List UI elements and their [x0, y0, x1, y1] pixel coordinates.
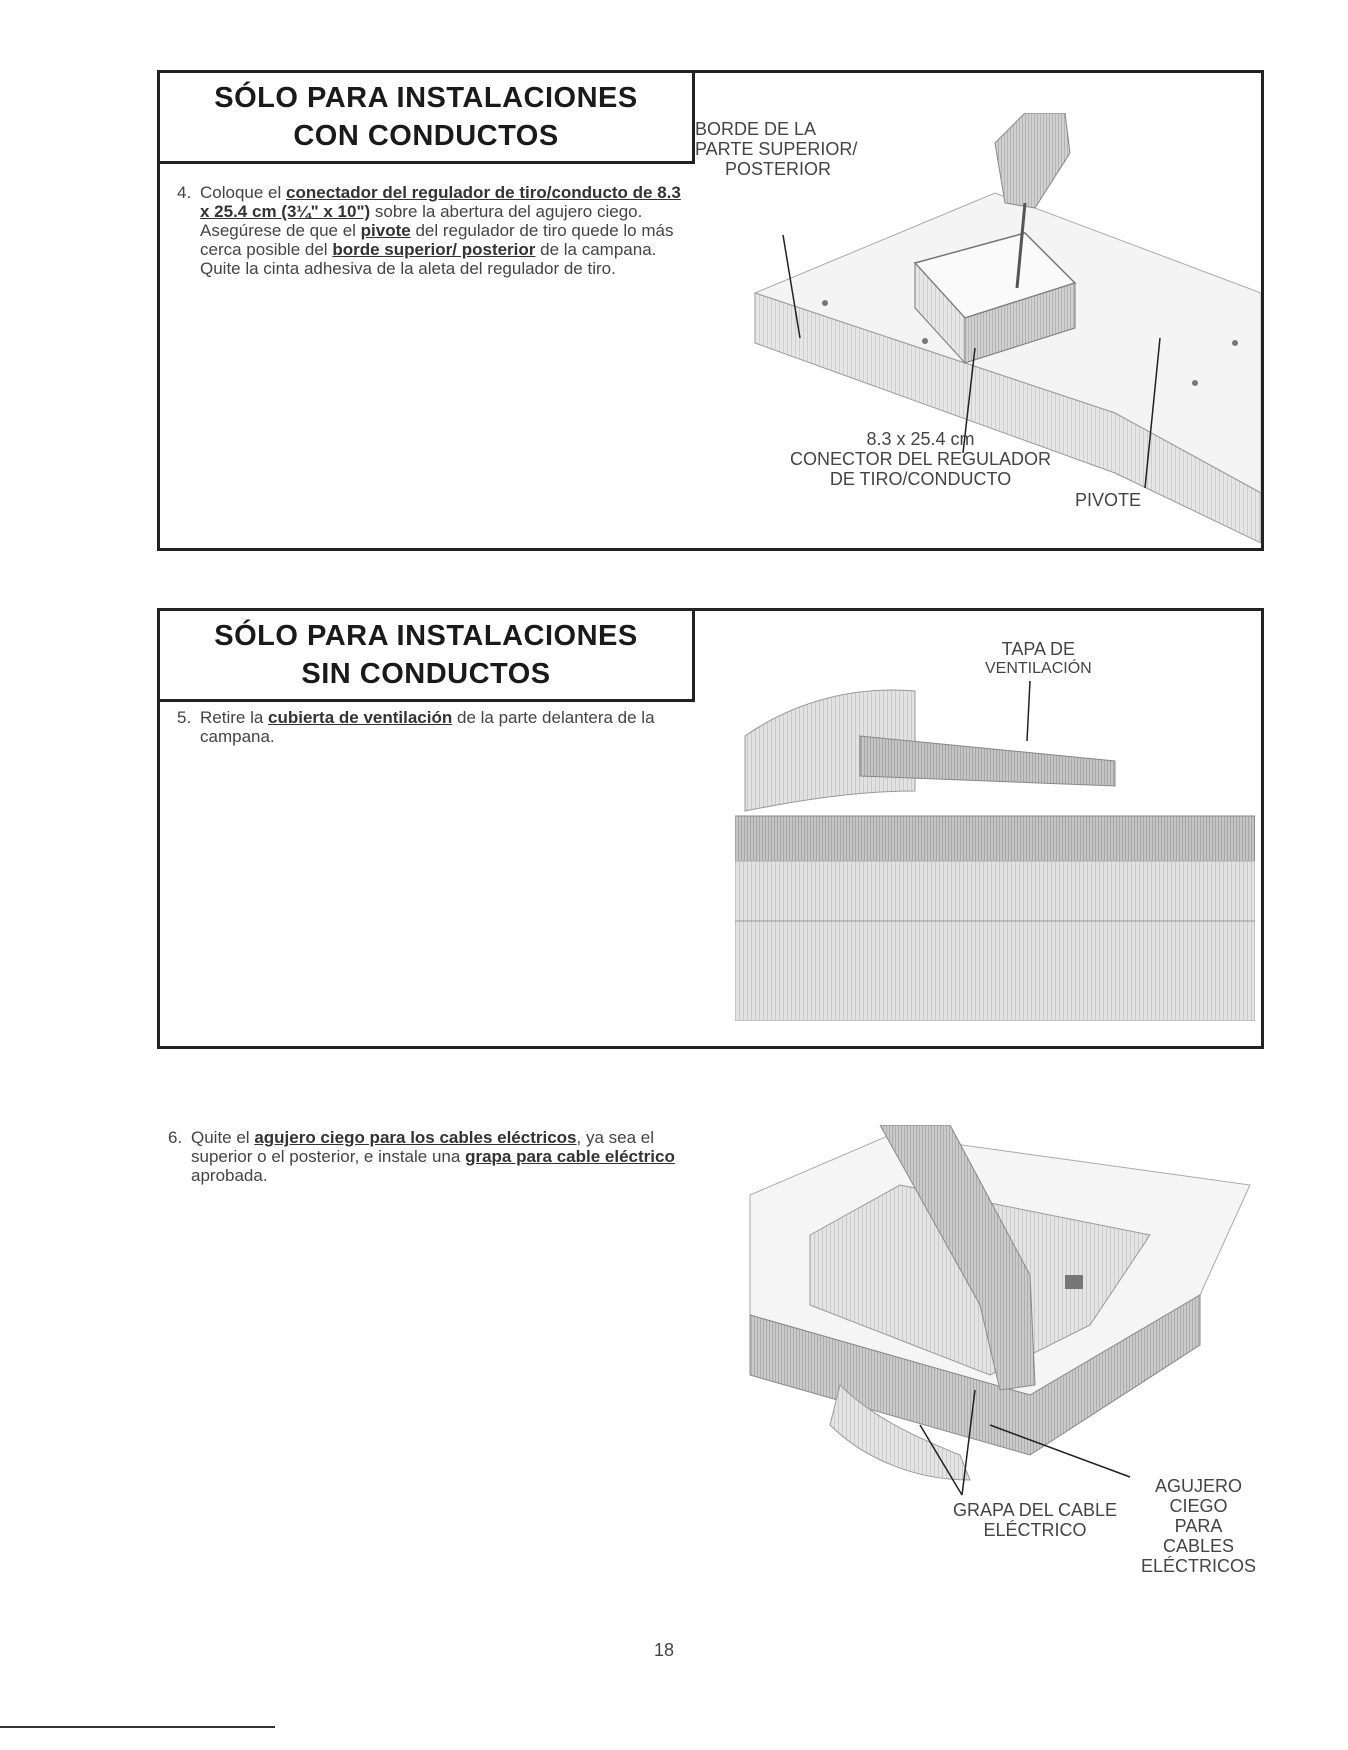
- cable-clamp-term: grapa para cable eléctrico: [465, 1147, 675, 1166]
- step-4-text-part: de la campana. Quite la cinta adhesiva de la aleta del regulador de tiro.: [200, 240, 657, 278]
- step-6-text: [168, 1128, 681, 1185]
- top-rear-edge-term: borde superior/ posterior: [332, 240, 536, 259]
- ductless-install-panel: [157, 608, 1264, 1049]
- top-rear-edge-label-line: POSTERIOR: [725, 159, 832, 179]
- ducted-install-panel: [157, 70, 1264, 551]
- top-rear-edge-label-line: PARTE SUPERIOR/: [695, 139, 858, 159]
- step-4-text-part: del regulador de tiro quede lo más cerca posible del: [200, 221, 674, 259]
- knockout-label-line: CIEGO: [1169, 1496, 1228, 1516]
- step-6-text-part: aprobada.: [191, 1166, 268, 1185]
- vent-cover-label-line: VENTILACIÓN: [985, 660, 1092, 677]
- step-4-number: 4.: [177, 183, 192, 202]
- leader-line-tapa: [1027, 681, 1030, 741]
- knockout-term: agujero ciego para los cables eléctricos: [254, 1128, 577, 1147]
- knockout-label-line: AGUJERO: [1155, 1476, 1243, 1496]
- cable-clamp-label-line: GRAPA DEL CABLE: [953, 1500, 1118, 1520]
- ducted-title-line1: SÓLO PARA INSTALACIONES: [214, 82, 638, 114]
- footer-rule: [0, 1726, 275, 1728]
- knockout-label-line: ELÉCTRICOS: [1141, 1556, 1257, 1576]
- cable-clamp-label: [953, 1500, 1117, 1540]
- cable-clamp-label-line: ELÉCTRICO: [983, 1520, 1087, 1540]
- knockout-illustration: [730, 1125, 1270, 1530]
- step-6-text-part: , ya sea el superior o el posterior, e instale una: [191, 1128, 655, 1166]
- step-5-text-part: Retire la: [200, 708, 269, 727]
- step-5-number: 5.: [177, 708, 192, 727]
- pivot-term: pivote: [360, 221, 411, 240]
- step-4-text-part: Coloque el: [200, 183, 287, 202]
- step-5-text: [177, 708, 690, 746]
- vent-cover-label-line: TAPA DE: [1001, 639, 1076, 659]
- ducted-title-box: [160, 73, 695, 164]
- knockout-label-line: CABLES: [1162, 1536, 1235, 1556]
- ductless-title-box: [160, 611, 695, 702]
- damper-connector-term: conectador del regulador de tiro/conducto de 8.3 x 25.4 cm (3¼" x 10"): [200, 183, 681, 221]
- ductless-title-line2: SIN CONDUCTOS: [301, 658, 551, 690]
- top-rear-edge-label: [695, 119, 857, 179]
- damper-connector-label-line: CONECTOR DEL REGULADOR: [790, 449, 1052, 469]
- step-6-number: 6.: [168, 1128, 183, 1147]
- damper-connector-label-line: DE TIRO/CONDUCTO: [829, 469, 1012, 489]
- vent-cover-illustration: [735, 681, 1255, 1021]
- knockout-label-line: PARA: [1174, 1516, 1223, 1536]
- step-6-text-part: Quite el: [191, 1128, 255, 1147]
- knockout-label: [1141, 1476, 1256, 1576]
- step-4-text: [177, 183, 690, 278]
- damper-connector-label: [790, 429, 1051, 489]
- ducted-title-line2: CON CONDUCTOS: [293, 120, 559, 152]
- step-4-text-part: sobre la abertura del agujero ciego. Asegúrese de que el: [200, 202, 643, 240]
- pivot-label: PIVOTE: [1075, 490, 1142, 510]
- step-5-text-part: de la parte delantera de la campana.: [200, 708, 655, 746]
- top-rear-edge-label-line: BORDE DE LA: [695, 119, 817, 139]
- ductless-title-line1: SÓLO PARA INSTALACIONES: [214, 620, 638, 652]
- vent-cover-label: [985, 639, 1092, 679]
- damper-connector-label-line: 8.3 x 25.4 cm: [866, 429, 975, 449]
- vent-cover-term: cubierta de ventilación: [268, 708, 453, 727]
- page-number: 18: [654, 1640, 675, 1660]
